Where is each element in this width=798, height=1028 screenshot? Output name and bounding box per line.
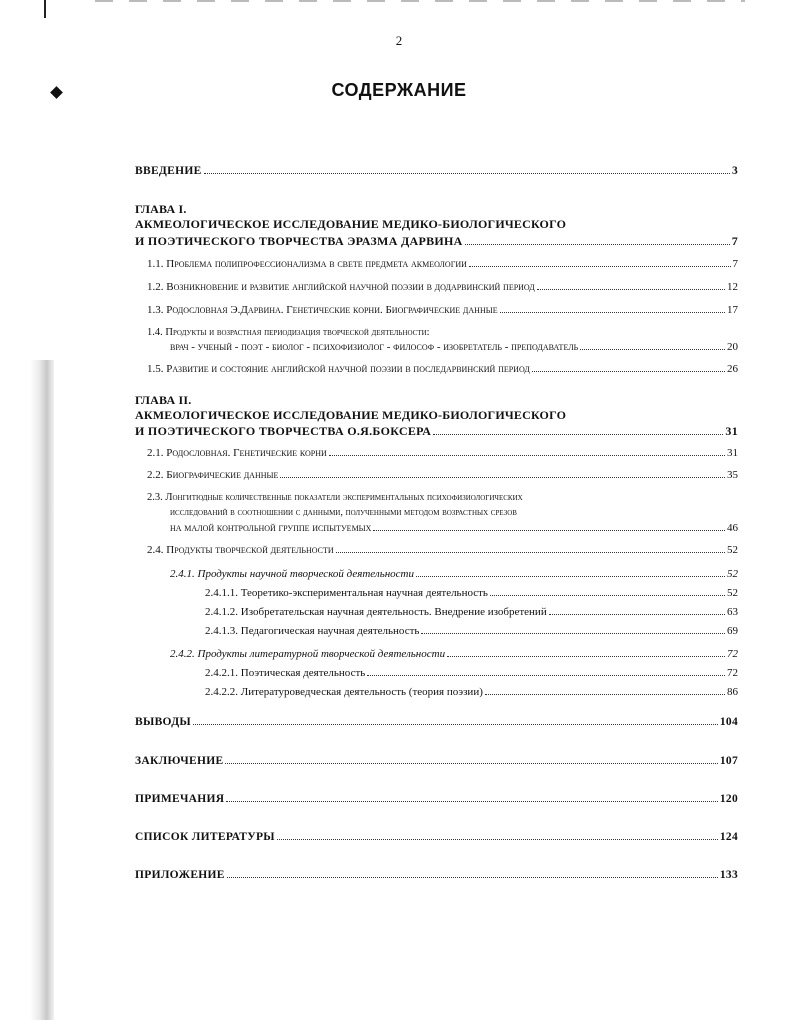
toc-entry-page: 52: [727, 568, 738, 580]
toc-entry-2-4-1-1[interactable]: [205, 587, 738, 600]
toc-entry-label: ВВЕДЕНИЕ: [135, 165, 202, 177]
toc-entry-references[interactable]: [135, 831, 738, 844]
chapter-2-heading: [135, 393, 566, 423]
toc-entry-label: 2.4.2.2. Литературоведческая деятельность (теория поэзии): [205, 686, 483, 698]
toc-entry-label: 2.4.1.1. Теоретико-экспериментальная научная деятельность: [205, 587, 488, 599]
dot-leader: [537, 289, 725, 290]
toc-entry-2-4-2-2[interactable]: [205, 686, 738, 699]
chapter-1-heading: [135, 202, 566, 232]
chapter-1-number: ГЛАВА I.: [135, 202, 187, 216]
toc-entry-label: 2.4.2.1. Поэтическая деятельность: [205, 667, 366, 679]
dot-leader: [421, 633, 725, 634]
toc-entry-page: 63: [727, 606, 738, 618]
toc-entry-page: 20: [727, 341, 738, 353]
dot-leader: [329, 455, 725, 456]
dot-leader: [490, 595, 725, 596]
toc-entry-label: ВЫВОДЫ: [135, 716, 192, 728]
toc-entry-2-2[interactable]: [147, 469, 738, 482]
dot-leader: [485, 694, 725, 695]
toc-entry-introduction[interactable]: [135, 165, 738, 178]
toc-entry-2-3[interactable]: [170, 522, 738, 535]
toc-entry-page: 26: [727, 363, 738, 375]
toc-entry-chapter-2[interactable]: [135, 425, 738, 438]
toc-entry-2-4-2[interactable]: [170, 648, 738, 661]
toc-entry-page: 52: [727, 587, 738, 599]
toc-entry-label: 2.1. Родословная. Генетические корни: [147, 447, 327, 459]
chapter-1-title-line1: АКМЕОЛОГИЧЕСКОЕ ИССЛЕДОВАНИЕ МЕДИКО-БИОЛОГИЧЕСКОГО: [135, 217, 567, 231]
dot-leader: [532, 371, 725, 372]
dot-leader: [447, 656, 725, 657]
toc-entry-label: 2.4. Продукты творческой деятельности: [147, 544, 334, 556]
toc-entry-page: 124: [719, 831, 738, 843]
toc-entry-2-4-1[interactable]: [170, 568, 738, 581]
chapter-2-title-line1: АКМЕОЛОГИЧЕСКОЕ ИССЛЕДОВАНИЕ МЕДИКО-БИОЛОГИЧЕСКОГО: [135, 408, 567, 422]
dot-leader: [367, 675, 725, 676]
toc-entry-page: 46: [727, 522, 738, 534]
toc-entry-page: 35: [727, 469, 738, 481]
toc-entry-label: 2.2. Биографические данные: [147, 469, 279, 481]
dot-leader: [433, 434, 723, 435]
toc-entry-1-2[interactable]: [147, 281, 738, 294]
toc-entry-page: 31: [725, 424, 738, 438]
toc-entry-1-1[interactable]: [147, 258, 738, 271]
toc-entry-label: СПИСОК ЛИТЕРАТУРЫ: [135, 831, 275, 843]
toc-entry-1-3[interactable]: [147, 304, 738, 317]
toc-entry-page: 107: [719, 755, 738, 767]
toc-entry-page: 69: [727, 625, 738, 637]
toc-entry-label: 2.4.1.3. Педагогическая научная деятельность: [205, 625, 420, 637]
toc-entry-label: 1.2. Возникновение и развитие английской научной поэзии в додарвинский период: [147, 281, 535, 293]
toc-entry-page: 72: [727, 667, 738, 679]
dot-leader: [204, 173, 730, 174]
toc-entry-label: 2.4.2. Продукты литературной творческой деятельности: [170, 648, 446, 660]
page-title: СОДЕРЖАНИЕ: [331, 80, 467, 100]
toc-entry-page: 3: [731, 165, 738, 177]
toc-entry-2-3-line1: 2.3. Лонгитюдные количественные показатели экспериментальных психофизиологических: [147, 492, 523, 503]
chapter-1-title-line2: И ПОЭТИЧЕСКОГО ТВОРЧЕСТВА ЭРАЗМА ДАРВИНА: [135, 234, 463, 248]
toc-entry-1-4[interactable]: [170, 341, 738, 354]
toc-entry-2-1[interactable]: [147, 447, 738, 460]
dot-leader: [469, 266, 731, 267]
chapter-2-number: ГЛАВА II.: [135, 393, 192, 407]
toc-entry-label: 2.4.1. Продукты научной творческой деятельности: [170, 568, 414, 580]
dot-leader: [280, 477, 725, 478]
toc-entry-conclusion[interactable]: [135, 755, 738, 768]
toc-entry-page: 133: [719, 869, 738, 881]
toc-entry-2-4-1-3[interactable]: [205, 625, 738, 638]
toc-entry-page: 17: [727, 304, 738, 316]
toc-entry-label: ЗАКЛЮЧЕНИЕ: [135, 755, 224, 767]
dot-leader: [549, 614, 725, 615]
toc-entry-page: 72: [727, 648, 738, 660]
dot-leader: [465, 244, 730, 245]
toc-entry-2-4-1-2[interactable]: [205, 606, 738, 619]
scan-top-edge: [95, 0, 745, 2]
toc-entry-label: ПРИМЕЧАНИЯ: [135, 793, 225, 805]
toc-entry-label: на малой контрольной группе испытуемых: [170, 522, 372, 534]
toc-entry-conclusions[interactable]: [135, 716, 738, 729]
toc-entry-page: 104: [719, 716, 738, 728]
dot-leader: [225, 763, 717, 764]
toc-entry-page: 86: [727, 686, 738, 698]
toc-entry-2-3-line2: исследований в соотношении с данными, полученными методом возрастных срезов: [170, 507, 517, 518]
dot-leader: [580, 349, 725, 350]
toc-entry-2-4-2-1[interactable]: [205, 667, 738, 680]
dot-leader: [193, 724, 718, 725]
dot-leader: [227, 877, 718, 878]
toc-entry-chapter-1[interactable]: [135, 235, 738, 248]
toc-entry-label: 1.1. Проблема полипрофессионализма в свете предмета акмеологии: [147, 258, 467, 270]
toc-entry-label: 1.5. Развитие и состояние английской научной поэзии в последарвинский период: [147, 363, 530, 375]
toc-entry-page: 31: [727, 447, 738, 459]
chapter-2-title-line2: И ПОЭТИЧЕСКОГО ТВОРЧЕСТВА О.Я.БОКСЕРА: [135, 424, 432, 438]
dot-leader: [226, 801, 717, 802]
dot-leader: [373, 530, 725, 531]
toc-entry-page: 52: [727, 544, 738, 556]
toc-entry-notes[interactable]: [135, 793, 738, 806]
toc-entry-1-5[interactable]: [147, 363, 738, 376]
dot-leader: [336, 552, 725, 553]
toc-entry-label: врач - ученый - поэт - биолог - психофизиолог - философ - изобретатель - преподаватель: [170, 341, 579, 353]
toc-entry-page: 7: [731, 234, 738, 248]
dot-leader: [277, 839, 718, 840]
toc-entry-label: 1.3. Родословная Э.Дарвина. Генетические корни. Биографические данные: [147, 304, 498, 316]
dot-leader: [416, 576, 725, 577]
toc-entry-label: ПРИЛОЖЕНИЕ: [135, 869, 225, 881]
toc-entry-appendix[interactable]: [135, 869, 738, 882]
scan-artifact: [44, 0, 46, 18]
scan-shadow: [30, 360, 54, 1020]
toc-entry-1-4-line1: 1.4. Продукты и возрастная периодизация творческой деятельности:: [147, 327, 430, 338]
toc-entry-label: 2.4.1.2. Изобретательская научная деятельность. Внедрение изобретений: [205, 606, 547, 618]
toc-entry-2-4[interactable]: [147, 544, 738, 557]
toc-entry-page: 12: [727, 281, 738, 293]
page-number: 2: [395, 33, 403, 48]
dot-leader: [500, 312, 725, 313]
toc-entry-page: 120: [719, 793, 738, 805]
toc-entry-page: 7: [732, 258, 738, 270]
